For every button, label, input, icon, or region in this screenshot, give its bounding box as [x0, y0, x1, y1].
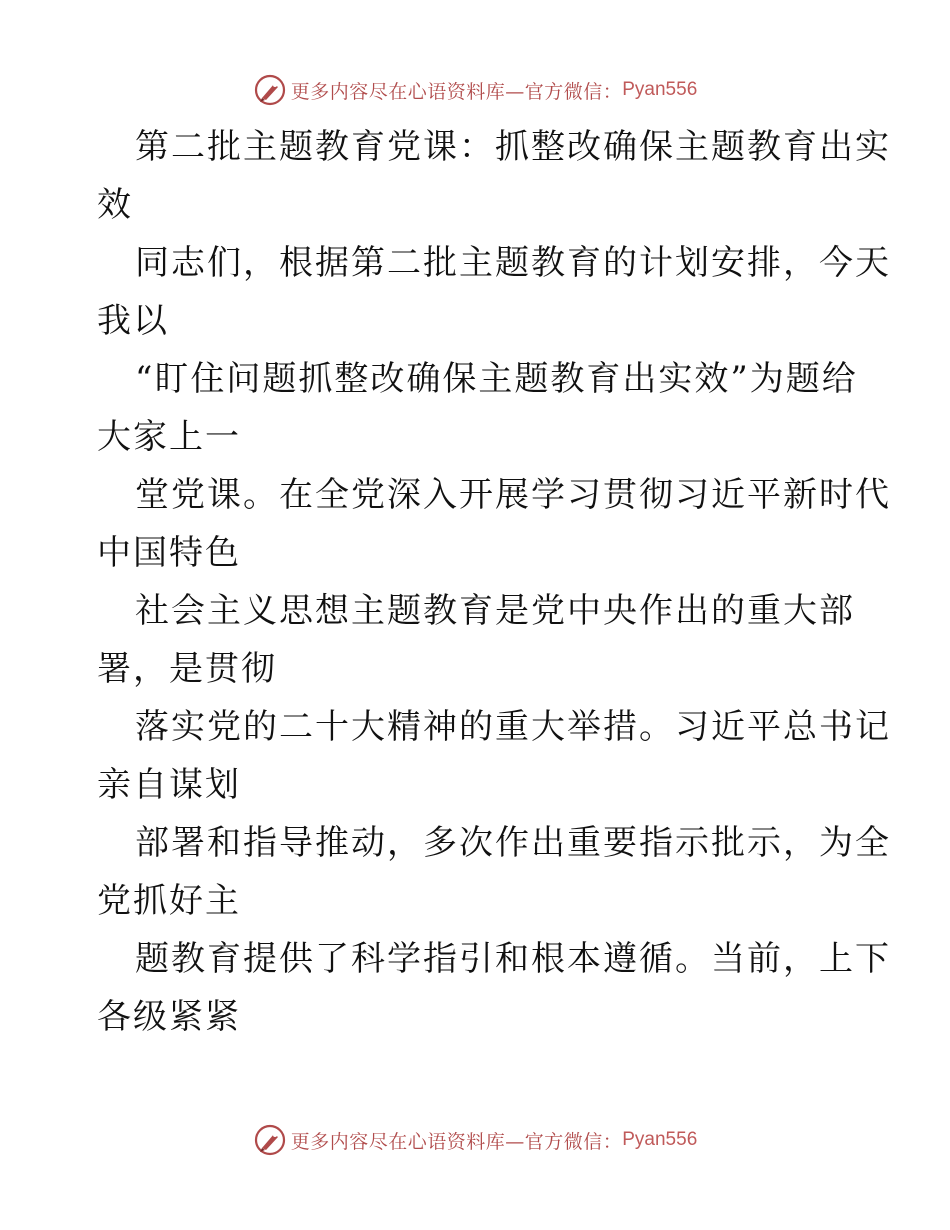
document-body	[97, 118, 891, 1046]
paragraph-line: 党抓好主	[97, 881, 241, 921]
paragraph-line: 各级紧紧	[97, 997, 241, 1037]
paragraph-line: 中国特色	[97, 533, 241, 573]
pen-circle-icon	[253, 1123, 287, 1157]
paragraph-line: 署，是贯彻	[97, 649, 277, 689]
watermark-wechat-id: Pyan556	[622, 1129, 698, 1150]
paragraph-line: 我以	[97, 301, 169, 341]
document-title-line-2: 效	[97, 185, 133, 225]
document-title-line-1: 第二批主题教育党课：抓整改确保主题教育出实	[135, 127, 891, 167]
paragraph-line: 部署和指导推动，多次作出重要指示批示，为全	[135, 823, 891, 863]
watermark-wechat-id: Pyan556	[622, 79, 698, 100]
paragraph-line: 堂党课。在全党深入开展学习贯彻习近平新时代	[135, 475, 891, 515]
watermark-text: 更多内容尽在心语资料库—官方微信：	[290, 80, 623, 103]
paragraph-line: 社会主义思想主题教育是党中央作出的重大部	[135, 591, 855, 631]
paragraph-line: 同志们，根据第二批主题教育的计划安排，今天	[135, 243, 891, 283]
paragraph-line: 大家上一	[97, 417, 241, 457]
footer-watermark	[0, 1120, 950, 1160]
header-watermark	[0, 70, 950, 110]
paragraph-line: 题教育提供了科学指引和根本遵循。当前，上下	[135, 939, 891, 979]
paragraph-line: 亲自谋划	[97, 765, 241, 805]
paragraph-line: 落实党的二十大精神的重大举措。习近平总书记	[135, 707, 891, 747]
watermark-text: 更多内容尽在心语资料库—官方微信：	[290, 1130, 623, 1153]
pen-circle-icon	[253, 73, 287, 107]
paragraph-line: “盯住问题抓整改确保主题教育出实效”为题给	[135, 359, 858, 399]
